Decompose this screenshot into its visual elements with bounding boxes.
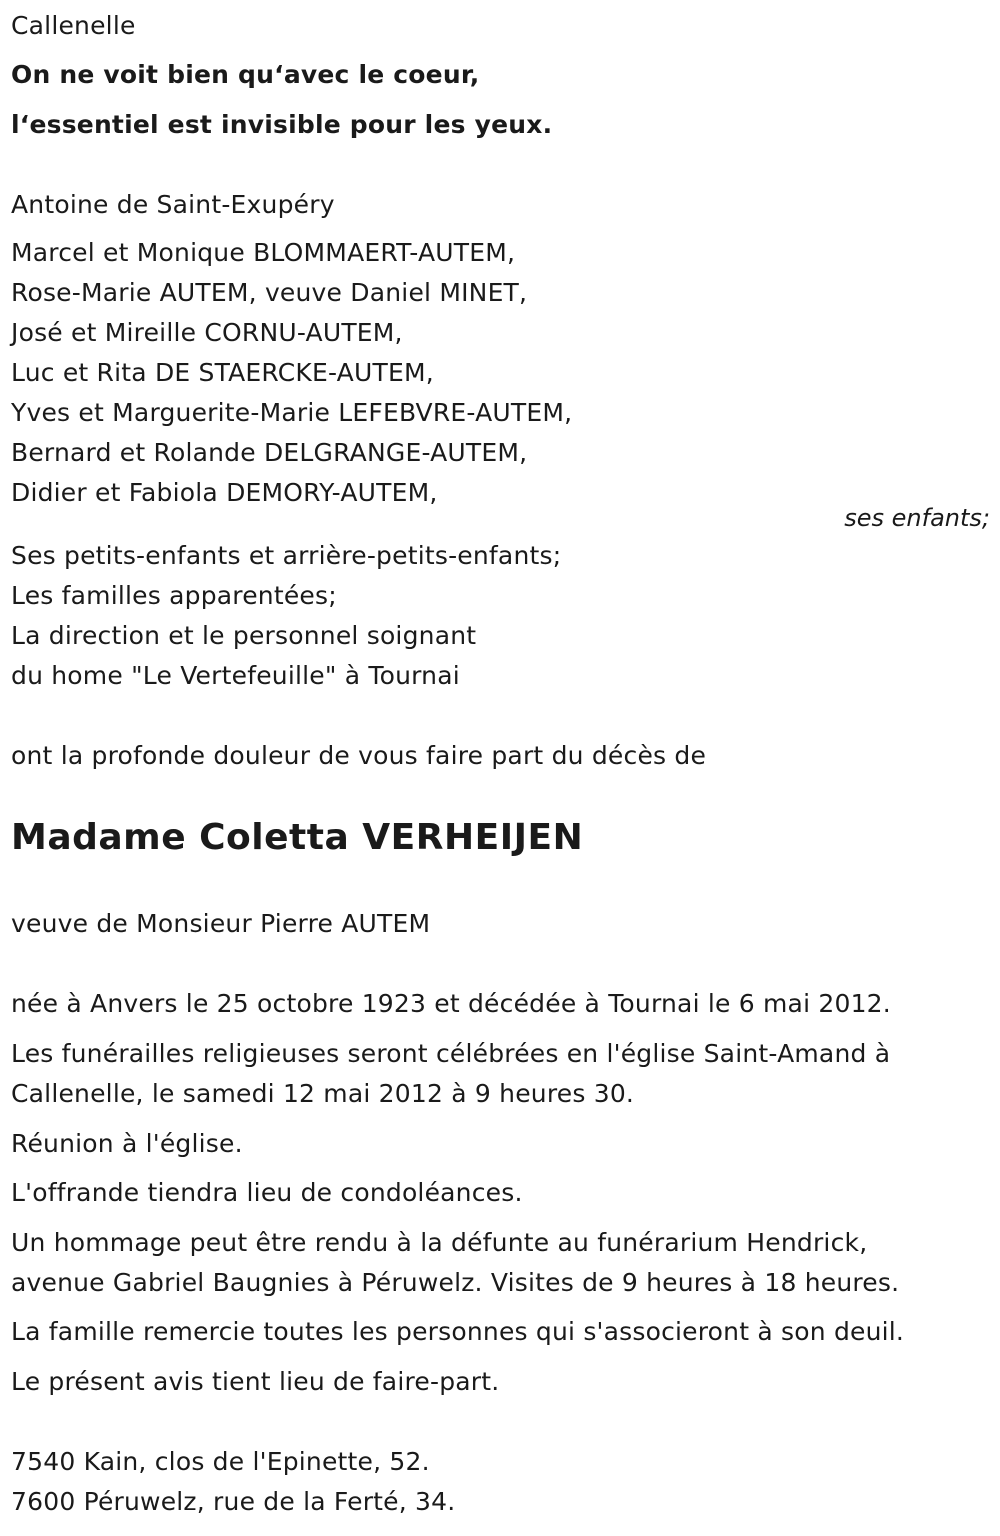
widow-of-text: veuve de Monsieur Pierre AUTEM <box>11 909 431 938</box>
child-entry: Rose-Marie AUTEM, veuve Daniel MINET, <box>11 278 528 307</box>
children-label: ses enfants; <box>844 504 990 532</box>
address-entry: 7540 Kain, clos de l'Epinette, 52. <box>11 1447 430 1476</box>
birth-death-text: née à Anvers le 25 octobre 1923 et décédée à Tournai le 6 mai 2012. <box>11 989 891 1018</box>
meeting-text: Réunion à l'église. <box>11 1129 243 1158</box>
child-entry: Didier et Fabiola DEMORY-AUTEM, <box>11 478 438 507</box>
tribute-line-2: avenue Gabriel Baugnies à Péruwelz. Visites de 9 heures à 18 heures. <box>11 1268 900 1297</box>
location-heading: Callenelle <box>11 11 136 40</box>
funeral-line-1: Les funérailles religieuses seront célébrées en l'église Saint-Amand à <box>11 1039 891 1068</box>
announcement-text: ont la profonde douleur de vous faire part du décès de <box>11 741 707 770</box>
quote-line-1: On ne voit bien qu‘avec le coeur, <box>11 60 480 89</box>
offering-text: L'offrande tiendra lieu de condoléances. <box>11 1178 523 1207</box>
mourner-entry: Ses petits-enfants et arrière-petits-enfants; <box>11 541 562 570</box>
child-entry: José et Mireille CORNU-AUTEM, <box>11 318 403 347</box>
mourner-entry: La direction et le personnel soignant <box>11 621 477 650</box>
address-entry: 7600 Péruwelz, rue de la Ferté, 34. <box>11 1487 456 1516</box>
quote-author: Antoine de Saint-Exupéry <box>11 190 335 219</box>
funeral-line-2: Callenelle, le samedi 12 mai 2012 à 9 heures 30. <box>11 1079 635 1108</box>
mourner-entry: du home "Le Vertefeuille" à Tournai <box>11 661 460 690</box>
deceased-name: Madame Coletta VERHEIJEN <box>11 817 584 858</box>
child-entry: Bernard et Rolande DELGRANGE-AUTEM, <box>11 438 528 467</box>
quote-line-2: l‘essentiel est invisible pour les yeux. <box>11 110 553 139</box>
child-entry: Luc et Rita DE STAERCKE-AUTEM, <box>11 358 434 387</box>
child-entry: Marcel et Monique BLOMMAERT-AUTEM, <box>11 238 516 267</box>
child-entry: Yves et Marguerite-Marie LEFEBVRE-AUTEM, <box>11 398 573 427</box>
notice-text: Le présent avis tient lieu de faire-part. <box>11 1367 500 1396</box>
mourner-entry: Les familles apparentées; <box>11 581 337 610</box>
thanks-text: La famille remercie toutes les personnes qui s'associeront à son deuil. <box>11 1317 905 1346</box>
tribute-line-1: Un hommage peut être rendu à la défunte au funérarium Hendrick, <box>11 1228 868 1257</box>
